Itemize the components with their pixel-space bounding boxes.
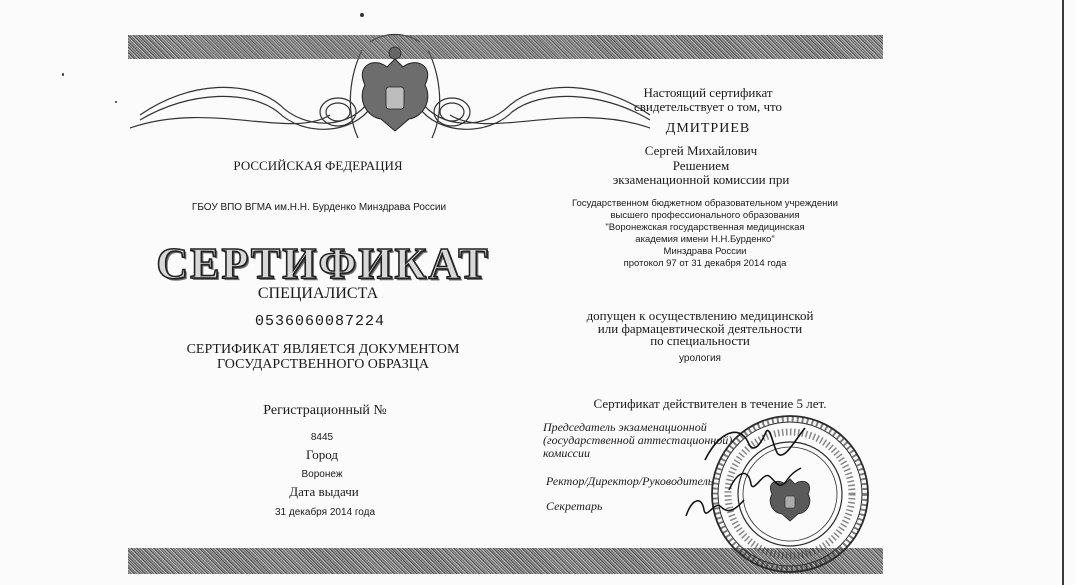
intro-line2: свидетельствует о том, что <box>633 99 783 114</box>
admission-line1: допущен к осуществлению медицинской <box>586 308 814 323</box>
holder-surname: ДМИТРИЕВ <box>665 121 751 136</box>
organization-line3: "Воронежская государственная медицинская <box>605 222 805 233</box>
decision-line1: Решением <box>672 158 730 173</box>
chair-signature-label-line3: комиссии <box>543 446 591 460</box>
intro-line1: Настоящий сертификат <box>643 85 773 100</box>
scan-speck <box>115 101 117 103</box>
specialty-value: урология <box>679 353 721 364</box>
decision-line2: экзаменационной комиссии при <box>612 172 790 187</box>
coat-of-arms-icon <box>362 47 428 131</box>
secretary-signature-label: Секретарь <box>546 499 603 513</box>
chair-signature-label-line2: (государственной аттестационной) <box>543 433 733 447</box>
organization-line4: академия имени Н.Н.Бурденко" <box>635 234 775 245</box>
organization-line5: Минздрава России <box>663 246 747 257</box>
document-subtitle: СПЕЦИАЛИСТА <box>257 285 379 302</box>
admission-line3: по специальности <box>650 333 750 348</box>
document-title: СЕРТИФИКАТ <box>156 239 490 288</box>
protocol-line: протокол 97 от 31 декабря 2014 года <box>623 258 787 269</box>
scan-speck <box>360 13 364 17</box>
organization-line1: Государственном бюджетном образовательном учреждении <box>572 198 838 209</box>
issue-date-value: 31 декабря 2014 года <box>274 507 376 518</box>
admission-line2: или фармацевтической деятельности <box>597 321 803 336</box>
city-label: Город <box>305 447 339 462</box>
scan-speck <box>62 73 64 76</box>
organization-line2: высшего профессионального образования <box>610 210 800 221</box>
guilloche-ornament <box>130 20 650 160</box>
chair-signature-label-line1: Председатель экзаменационной <box>543 420 707 434</box>
holder-given-names: Сергей Михайлович <box>644 143 758 158</box>
state-document-line2: ГОСУДАРСТВЕННОГО ОБРАЗЦА <box>217 357 429 372</box>
rector-signature-label: Ректор/Директор/Руководитель <box>546 474 714 488</box>
city-value: Воронеж <box>301 469 343 480</box>
validity-statement: Сертификат действителен в течение 5 лет. <box>593 396 827 411</box>
issue-date-label: Дата выдачи <box>289 484 359 499</box>
state-document-line1: СЕРТИФИКАТ ЯВЛЯЕТСЯ ДОКУМЕНТОМ <box>186 342 460 357</box>
certificate-number: 0536060087224 <box>254 313 386 330</box>
issuing-institution: ГБОУ ВПО ВГМА им.Н.Н. Бурденко Минздрава России <box>191 202 447 213</box>
secretary-signature <box>680 490 750 526</box>
registration-label: Регистрационный № <box>263 403 387 418</box>
registration-value: 8445 <box>310 432 334 443</box>
page-edge <box>1062 0 1064 585</box>
country-name: РОССИЙСКАЯ ФЕДЕРАЦИЯ <box>233 158 403 173</box>
